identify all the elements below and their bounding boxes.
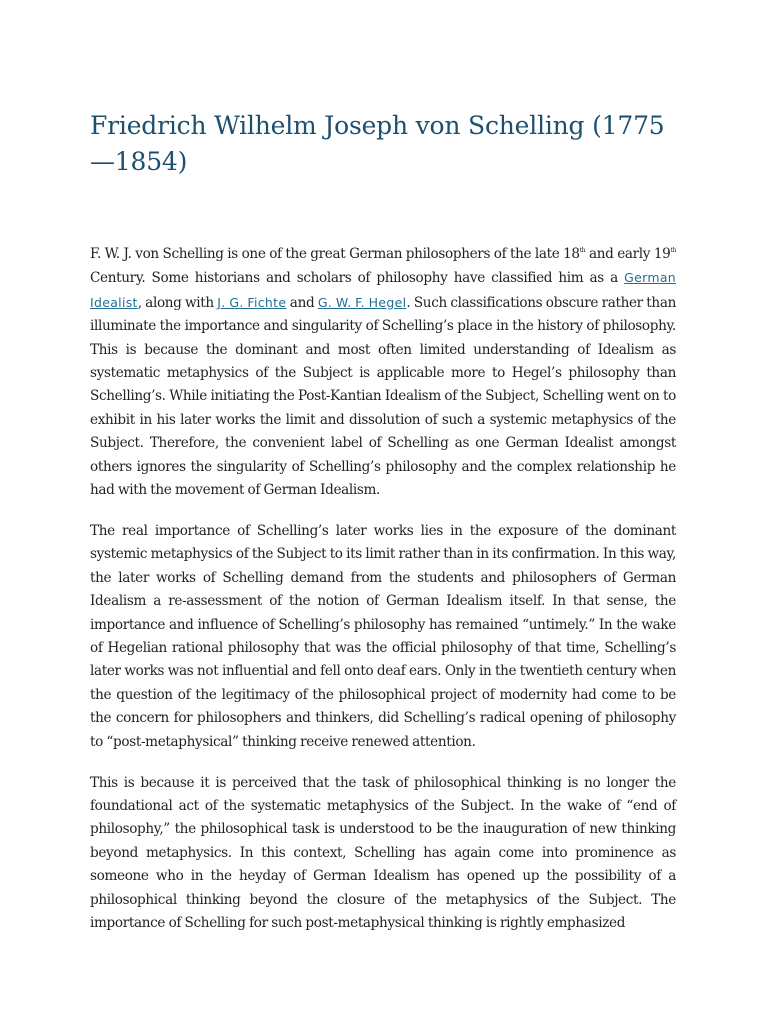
paragraph-2: The real importance of Schelling’s later works lies in the exposure of the dominant systemic metaphysics of the Subject to its limit rather than in its confirmation. In this way, the later works of Schelling demand from the students and philosophers of German Idealism a re-assessment of the notion of German Idealism itself. In that sense, the importance and influence of Schelling’s philosophy has remained “untimely.” In the wake of Hegelian rational philosophy that was the official philosophy of that time, Schelling’s later works was not influential and fell onto deaf ears. Only in the twentieth century when the question of the legitimacy of the philosophical project of modernity had come to be the concern for philosophers and thinkers, did Schelling’s radical opening of philosophy to “post-metaphysical” thinking receive renewed attention. [90,522,676,750]
article-title: Friedrich Wilhelm Joseph von Schelling (1775—1854) [90,111,665,176]
paragraph-1-text-1: F. W. J. von Schelling is one of the great German philosophers of the late 18 [90,246,580,262]
paragraph-1-text-5: and [286,294,318,311]
paragraph-1-text-3: Century. Some historians and scholars of philosophy have classified him as a [90,270,625,287]
paragraph-3: This is because it is perceived that the task of philosophical thinking is no longer the foundational act of the systematic metaphysics of the Subject. In the wake of “end of philosophy,” the philosophical task is understood to be the inauguration of new thinking beyond metaphysics. In this context, Schelling has again come into prominence as someone who in the heyday of German Idealism has opened up the possibility of a philosophical thinking beyond the closure of the metaphysics of the Subject. The importance of Schelling for such post-metaphysical thinking is rightly emphasized [90,774,676,931]
fichte-link[interactable]: J. G. Fichte [217,294,287,310]
ordinal-suffix: th [670,247,676,254]
paragraph-1-text-4: , along with [137,294,218,311]
hegel-link[interactable]: G. W. F. Hegel [317,294,407,310]
paragraph-1-text-6: . Such classifications obscure rather than illuminate the importance and singularity of Schelling’s place in the history of philosophy. This is because the dominant and most often limited understanding of Idealism as systematic metaphysics of the Subject is applicable more to Hegel’s philosophy than Schelling’s. While initiating the Post-Kantian Idealism of the Subject, Schelling went on to exhibit in his later works the limit and dissolution of such a systemic metaphysics of the Subject. Therefore, the convenient label of Schelling as one German Idealist amongst others ignores the singularity of Schelling’s philosophy and the complex relationship he had with the movement of German Idealism. [90,294,676,499]
german-idealist-link[interactable]: German Idealist [90,270,676,310]
paragraph-1 [90,243,676,502]
paragraph-1-text-2: and early 19 [585,246,671,262]
ordinal-suffix: th [579,247,586,254]
article-body [90,243,676,953]
